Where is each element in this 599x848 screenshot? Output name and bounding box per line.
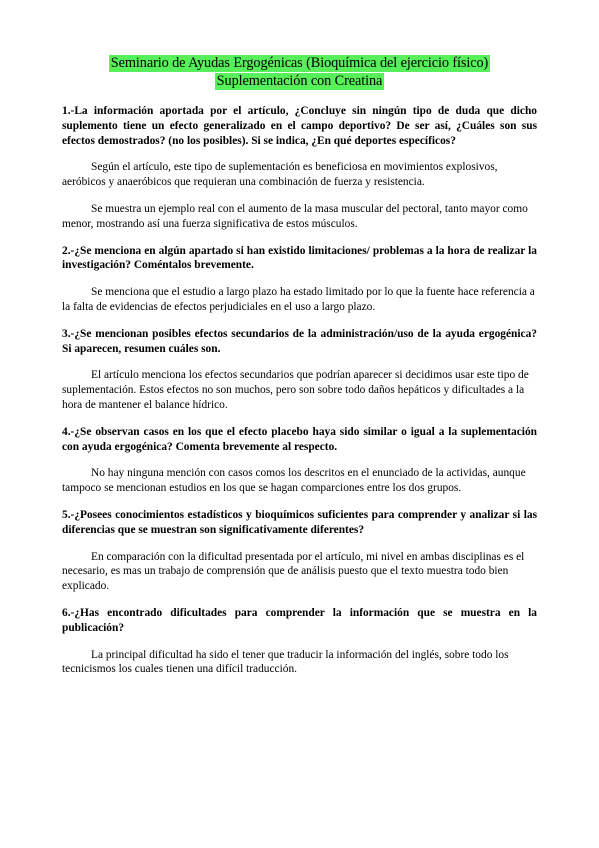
answer-5-paragraph-1: En comparación con la dificultad presentada por el artículo, mi nivel en ambas disciplinas es el necesario, es mas un trabajo de comprensión que de análisis puesto que el texto muestra todo bien explicado. — [62, 550, 525, 593]
question-4: 4.-¿Se observan casos en los que el efecto placebo haya sido similar o igual a la suplementación con ayuda ergogénica? Comenta brevemente al respecto. — [62, 425, 537, 453]
answer-2-paragraph-1: Se menciona que el estudio a largo plazo ha estado limitado por lo que la fuente hace referencia a la falta de evidencias de efectos perjudiciales en el uso a largo plazo. — [62, 286, 535, 313]
question-block-4 — [62, 425, 537, 496]
question-3: 3.-¿Se mencionan posibles efectos secundarios de la administración/uso de la ayuda ergogénica? Si aparecen, resumen cuáles son. — [62, 327, 537, 355]
question-block-2 — [62, 244, 537, 315]
answer-4-paragraph-1: No hay ninguna mención con casos comos los descritos en el enunciado de la actividas, aunque tampoco se mencionan estudios en los que se hagan comparciones entre los dos grupos. — [62, 467, 526, 495]
answer-6-paragraph-1: La principal dificultad ha sido el tener que traducir la información del inglés, sobre todo los tecnicismos los cuales tienen una difícil traducción. — [62, 648, 509, 676]
question-block-5 — [62, 508, 537, 594]
question-block-3 — [62, 327, 537, 413]
title-line-2: Suplementación con Creatina — [216, 73, 383, 89]
question-5: 5.-¿Posees conocimientos estadísticos y bioquímicos suficientes para comprender y analizar si las diferencias que se muestran son significativamente diferentes? — [62, 508, 537, 536]
question-6: 6.-¿Has encontrado dificultades para comprender la información que se muestra en la publicación? — [62, 606, 537, 634]
title-line-1: Seminario de Ayudas Ergogénicas (Bioquímica del ejercicio físico) — [110, 55, 489, 71]
question-1: 1.-La información aportada por el artículo, ¿Concluye sin ningún tipo de duda que dicho suplemento tiene un efecto generalizado en el campo deportivo? De ser así, ¿Cuáles son sus efectos demostrados? (no los posibles). Si se indica, ¿En qué deportes específicos? — [62, 105, 537, 147]
document-title — [62, 54, 537, 90]
answer-1-paragraph-2: Se muestra un ejemplo real con el aumento de la masa muscular del pectoral, tanto mayor como menor, mostrando así una fuerza significativa de estos músculos. — [62, 202, 528, 230]
question-block-6 — [62, 606, 537, 677]
question-block-1 — [62, 104, 537, 232]
question-2: 2.-¿Se menciona en algún apartado si han existido limitaciones/ problemas a la hora de realizar la investigación? Coméntalos brevemente. — [62, 244, 537, 272]
answer-3-paragraph-1: El artículo menciona los efectos secundarios que podrían aparecer si decidimos usar este tipo de suplementación. Estos efectos no son muchos, pero son sobre todo daños hepáticos y dificultades a la hora de mantener el balance hídrico. — [62, 369, 529, 411]
answer-1-paragraph-1: Según el artículo, este tipo de suplementación es beneficiosa en movimientos explosivos, aeróbicos y anaeróbicos que requieran una combinación de fuerza y resistencia. — [62, 161, 498, 189]
